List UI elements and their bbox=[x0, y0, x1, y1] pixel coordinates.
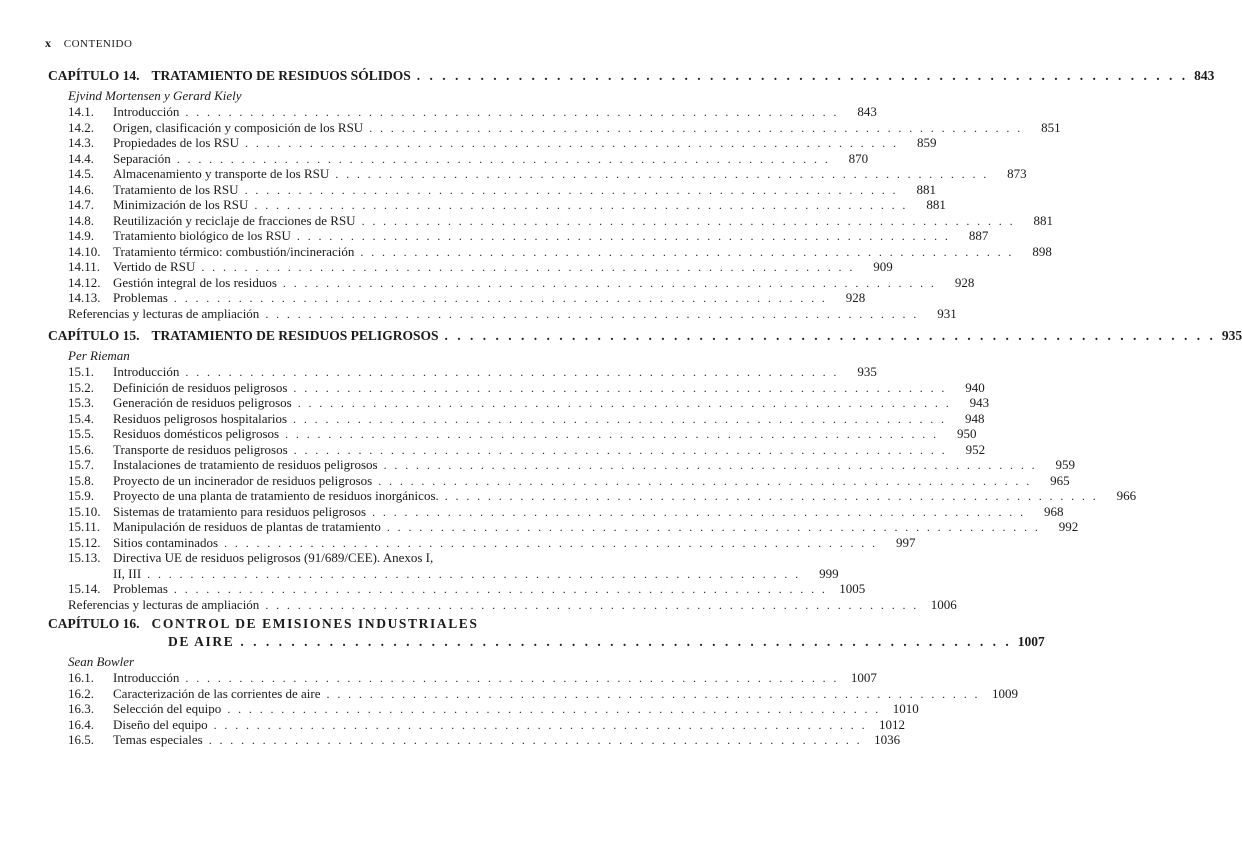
leader-dots: . . . . . . . . . . . . . . . . . . . . . . . . . . . . . . . . . . . . . . . . . . . . . . . . . . . . . . . . . . . . . bbox=[265, 597, 919, 612]
leader-dots: . . . . . . . . . . . . . . . . . . . . . . . . . . . . . . . . . . . . . . . . . . . . . . . . . . . . . . . . . . . . . bbox=[185, 365, 839, 379]
chapter-title: TRATAMIENTO DE RESIDUOS PELIGROSOS bbox=[151, 328, 439, 343]
entry-title: Vertido de RSU bbox=[113, 259, 196, 274]
entry-number: 15.11. bbox=[68, 519, 101, 534]
entry-title: Separación bbox=[113, 150, 171, 166]
leader-dots: . . . . . . . . . . . . . . . . . . . . . . . . . . . . . . . . . . . . . . . . . . . . . . . . . . . . . . . . . . . . . bbox=[208, 733, 863, 747]
entry-page: 909 bbox=[873, 259, 893, 274]
entry-number: 14.1. bbox=[68, 104, 94, 119]
entry-number: 16.1. bbox=[68, 670, 94, 685]
entry-title: Sistemas de tratamiento para residuos peligrosos bbox=[113, 503, 367, 519]
entry-number: 15.9. bbox=[68, 488, 94, 503]
toc-entry bbox=[48, 197, 946, 213]
entry-title: Manipulación de residuos de plantas de tratamiento bbox=[113, 519, 381, 534]
toc-entry bbox=[48, 259, 893, 275]
entry-page: 943 bbox=[969, 395, 990, 410]
toc-entry bbox=[48, 701, 919, 717]
leader-dots: . . . . . . . . . . . . . . . . . . . . . . . . . . . . . . . . . . . . . . . . . . . . . . . . . . . . . . . . . . . . . bbox=[293, 411, 947, 426]
toc-entry bbox=[48, 119, 1061, 136]
toc-entry bbox=[48, 565, 839, 582]
entry-page: 887 bbox=[968, 228, 989, 243]
chapter-heading bbox=[48, 68, 1215, 86]
entry-number: 16.4. bbox=[68, 716, 94, 732]
entry-list bbox=[48, 364, 1137, 597]
entry-page: 952 bbox=[965, 441, 986, 457]
leader-dots: . . . . . . . . . . . . . . . . . . . . . . . . . . . . . . . . . . . . . . . . . . . . . . . . . . . . . . . . . . . . . bbox=[378, 473, 1032, 488]
references-entry bbox=[48, 596, 957, 613]
toc-entry bbox=[48, 228, 989, 244]
toc-entry bbox=[48, 212, 1053, 229]
chapter-title: TRATAMIENTO DE RESIDUOS SÓLIDOS bbox=[151, 68, 411, 83]
toc-entry bbox=[48, 135, 937, 151]
entry-title: Propiedades de los RSU bbox=[113, 135, 240, 150]
entry-title: Sitios contaminados bbox=[113, 534, 219, 550]
leader-dots: . . . . . . . . . . . . . . . . . . . . . . . . . . . . . . . . . . . . . . . . . . . . . . . . . . . . . . . . . . . . . bbox=[383, 458, 1038, 472]
entry-title: Tratamiento térmico: combustión/incineración bbox=[113, 243, 355, 259]
entry-number: 15.2. bbox=[68, 379, 94, 395]
chapter-page: 935 bbox=[1221, 328, 1242, 343]
entry-number: 14.3. bbox=[68, 135, 94, 150]
leader-dots: . . . . . . . . . . . . . . . . . . . . . . . . . . . . . . . . . . . . . . . . . . . . . . . . . . . . . . . . . . . . . bbox=[285, 427, 939, 441]
entry-title: Introducción bbox=[113, 104, 180, 119]
entry-number: 14.2. bbox=[68, 119, 94, 135]
toc-entry bbox=[48, 534, 916, 551]
chapter-14 bbox=[48, 68, 1215, 321]
entry-number: 14.10. bbox=[68, 243, 101, 259]
chapter-number: CAPÍTULO 16. bbox=[48, 616, 140, 631]
leader-dots: . . . . . . . . . . . . . . . . . . . . . . . . . . . . . . . . . . . . . . . . . . . . . . . . . . . . . . . . . . . . . bbox=[254, 198, 908, 212]
entry-page: 935 bbox=[857, 364, 877, 379]
entry-title: Introducción bbox=[113, 670, 180, 685]
leader-dots: . . . . . . . . . . . . . . . . . . . . . . . . . . . . . . . . . . . . . . . . . . . . . . . . . . . . . . . . . . . . . bbox=[282, 275, 937, 290]
entry-number: 15.3. bbox=[68, 395, 94, 410]
entry-list bbox=[48, 670, 1018, 748]
leader-dots: . . . . . . . . . . . . . . . . . . . . . . . . . . . . . . . . . . . . . . . . . . . . . . . . . . . . . . . . . . . . . bbox=[335, 167, 989, 181]
entry-page: 1007 bbox=[850, 670, 877, 685]
toc-entry bbox=[48, 503, 1064, 520]
entry-page: 928 bbox=[954, 274, 975, 290]
entry-title: Introducción bbox=[113, 364, 180, 379]
leader-dots: . . . . . . . . . . . . . . . . . . . . . . . . . . . . . . . . . . . . . . . . . . . . . . . . . . . . . . . . . . . . . bbox=[176, 151, 831, 166]
toc-entry bbox=[48, 410, 985, 427]
entry-number: 14.4. bbox=[68, 150, 94, 166]
toc-entry bbox=[48, 243, 1052, 260]
entry-title: II, III bbox=[113, 565, 142, 581]
entry-title: Proyecto de una planta de tratamiento de residuos inorgánicos. bbox=[113, 488, 439, 503]
leader-dots: . . . . . . . . . . . . . . . . . . . . . . . . . . . . . . . . . . . . . . . . . . . . . . . . . . . . . . . . . . . . . bbox=[297, 396, 952, 410]
entry-number: 16.2. bbox=[68, 685, 94, 701]
entry-title: Minimización de los RSU bbox=[113, 197, 249, 212]
chapter-title-line2: DE AIRE bbox=[168, 634, 235, 649]
entry-page: 1009 bbox=[991, 685, 1018, 701]
chapter-title-line1: CONTROL DE EMISIONES INDUSTRIALES bbox=[151, 616, 479, 631]
leader-dots: . . . . . . . . . . . . . . . . . . . . . . . . . . . . . . . . . . . . . . . . . . . . . . . . . . . . . . . . . . . . . bbox=[265, 306, 919, 321]
entry-page: 965 bbox=[1050, 472, 1070, 488]
running-header bbox=[45, 36, 132, 51]
toc-entry bbox=[48, 426, 977, 442]
entry-page: 992 bbox=[1058, 519, 1079, 534]
chapter-15 bbox=[48, 328, 1242, 612]
entry-page: 950 bbox=[957, 426, 977, 441]
chapter-page: 1007 bbox=[1017, 634, 1045, 649]
leader-dots: . . . . . . . . . . . . . . . . . . . . . . . . . . . . . . . . . . . . . . . . . . . . . . . . . . . . . . . . . . . . . bbox=[224, 535, 878, 550]
leader-dots: . . . . . . . . . . . . . . . . . . . . . . . . . . . . . . . . . . . . . . . . . . . . . . . . . . . . . . . . . . . . . bbox=[147, 566, 801, 581]
chapter-author: Per Rieman bbox=[68, 348, 130, 363]
entry-page: 1012 bbox=[879, 716, 905, 732]
toc-entry bbox=[48, 685, 1018, 702]
entry-page: 968 bbox=[1044, 503, 1064, 519]
entry-page: 1005 bbox=[839, 581, 866, 596]
entry-page: 966 bbox=[1116, 488, 1137, 503]
leader-dots: . . . . . . . . . . . . . . . . . . . . . . . . . . . . . . . . . . . . . . . . . . . . . . . . . . . . . . . . . . . . . bbox=[185, 671, 839, 685]
entry-page: 959 bbox=[1055, 457, 1076, 472]
entry-number: 15.1. bbox=[68, 364, 94, 379]
toc-entry bbox=[48, 550, 544, 566]
leader-dots: . . . . . . . . . . . . . . . . . . . . . . . . . . . . . . . . . . . . . . . . . . . . . . . . . . . . . . . . . . . . . bbox=[173, 582, 828, 596]
entry-page: 1006 bbox=[930, 596, 957, 612]
entry-number: 15.7. bbox=[68, 457, 94, 472]
toc-entry bbox=[48, 488, 1137, 504]
chapter-author: Sean Bowler bbox=[68, 654, 135, 669]
toc-entry bbox=[48, 581, 866, 597]
leader-dots: . . . . . . . . . . . . . . . . . . . . . . . . . . . . . . . . . . . . . . . . . . . . . . . . . . . . . . . . . . . . . bbox=[293, 380, 947, 395]
entry-number: 15.8. bbox=[68, 472, 94, 488]
entry-number: 16.5. bbox=[68, 732, 94, 747]
leader-dots: . . . . . . . . . . . . . . . . . . . . . . . . . . . . . . . . . . . . . . . . . . . . . . . . . . . . . . . . . . . . . bbox=[361, 213, 1015, 228]
leader-dots: . . . . . . . . . . . . . . . . . . . . . . . . . . . . . . . . . . . . . . . . . . . . . . . . . . . . . . . . . . . . . bbox=[201, 260, 855, 274]
entry-title: Proyecto de un incinerador de residuos peligrosos bbox=[113, 472, 373, 488]
leader-dots: . . . . . . . . . . . . . . . . . . . . . . . . . . . . . . . . . . . . . . . . . . . . . . . . . . . . . . . . . . . . . bbox=[444, 489, 1099, 503]
entry-title: Definición de residuos peligrosos bbox=[113, 379, 288, 395]
toc-entry bbox=[48, 274, 975, 291]
entry-number: 15.10. bbox=[68, 503, 101, 519]
references-entry bbox=[48, 305, 957, 322]
chapter-number: CAPÍTULO 15. bbox=[48, 328, 140, 343]
entry-number: 14.13. bbox=[68, 290, 101, 305]
entry-number: 14.6. bbox=[68, 181, 94, 197]
toc-entry bbox=[48, 104, 877, 120]
leader-dots: . . . . . . . . . . . . . . . . . . . . . . . . . . . . . . . . . . . . . . . . . . . . . . . . . . . . . . . . . . . . . bbox=[293, 442, 948, 457]
chapter-heading bbox=[48, 328, 1242, 346]
toc-entry bbox=[48, 290, 866, 306]
entry-page: 870 bbox=[848, 150, 869, 166]
entry-title: Caracterización de las corrientes de aire bbox=[113, 685, 321, 701]
entry-page: 928 bbox=[845, 290, 866, 305]
entry-number: 15.13. bbox=[68, 550, 101, 565]
chapter-author: Ejvind Mortensen y Gerard Kiely bbox=[68, 88, 242, 103]
leader-dots: . . . . . . . . . . . . . . . . . . . . . . . . . . . . . . . . . . . . . . . . . . . . . . . . . . . . . . . . . . . . . bbox=[296, 229, 951, 243]
entry-number: 14.8. bbox=[68, 212, 94, 228]
toc-entry bbox=[48, 472, 1070, 489]
entry-title: Tratamiento biológico de los RSU bbox=[113, 228, 291, 243]
entry-page: 881 bbox=[926, 197, 946, 212]
toc-entry bbox=[48, 441, 986, 458]
toc-entry bbox=[48, 181, 936, 198]
chapter-heading bbox=[48, 616, 1045, 652]
toc-entry bbox=[48, 166, 1027, 182]
toc-entry bbox=[48, 457, 1076, 473]
entry-title: Referencias y lecturas de ampliación bbox=[68, 305, 260, 321]
entry-number: 15.12. bbox=[68, 534, 101, 550]
entry-number: 15.5. bbox=[68, 426, 94, 441]
leader-dots: . . . . . . . . . . . . . . . . . . . . . . . . . . . . . . . . . . . . . . . . . . . . . . . . . . . . . . . . . . . . . bbox=[416, 68, 1189, 83]
entry-page: 881 bbox=[916, 181, 936, 197]
entry-page: 851 bbox=[1041, 119, 1061, 135]
leader-dots: . . . . . . . . . . . . . . . . . . . . . . . . . . . . . . . . . . . . . . . . . . . . . . . . . . . . . . . . . . . . . bbox=[444, 328, 1216, 343]
entry-page: 881 bbox=[1033, 212, 1053, 228]
chapter-number: CAPÍTULO 14. bbox=[48, 68, 140, 83]
toc-entry bbox=[48, 150, 869, 167]
leader-dots: . . . . . . . . . . . . . . . . . . . . . . . . . . . . . . . . . . . . . . . . . . . . . . . . . . . . . . . . . . . . . bbox=[227, 702, 881, 716]
leader-dots: . . . . . . . . . . . . . . . . . . . . . . . . . . . . . . . . . . . . . . . . . . . . . . . . . . . . . . . . . . . . . bbox=[213, 717, 867, 732]
entry-title: Temas especiales bbox=[113, 732, 203, 747]
toc-entry bbox=[48, 670, 877, 686]
toc-entry bbox=[48, 519, 1079, 535]
leader-dots: . . . . . . . . . . . . . . . . . . . . . . . . . . . . . . . . . . . . . . . . . . . . . . . . . . . . . . . . . . . . . bbox=[240, 634, 1012, 649]
entry-number: 15.6. bbox=[68, 441, 94, 457]
entry-number: 14.9. bbox=[68, 228, 94, 243]
toc-entry bbox=[48, 732, 901, 748]
entry-number: 14.11. bbox=[68, 259, 101, 274]
leader-dots: . . . . . . . . . . . . . . . . . . . . . . . . . . . . . . . . . . . . . . . . . . . . . . . . . . . . . . . . . . . . . bbox=[360, 244, 1014, 259]
entry-title: Residuos peligrosos hospitalarios bbox=[113, 410, 288, 426]
entry-number: 16.3. bbox=[68, 701, 94, 716]
section-title: CONTENIDO bbox=[63, 38, 133, 50]
entry-title: Diseño del equipo bbox=[113, 716, 208, 732]
chapter-16 bbox=[48, 616, 1045, 748]
entry-page: 1010 bbox=[892, 701, 919, 716]
entry-title: Transporte de residuos peligrosos bbox=[113, 441, 288, 457]
toc-entry bbox=[48, 395, 990, 411]
leader-dots: . . . . . . . . . . . . . . . . . . . . . . . . . . . . . . . . . . . . . . . . . . . . . . . . . . . . . . . . . . . . . bbox=[173, 291, 828, 305]
entry-title: Referencias y lecturas de ampliación bbox=[68, 596, 260, 612]
entry-page: 1036 bbox=[874, 732, 901, 747]
entry-page: 898 bbox=[1032, 243, 1052, 259]
entry-title: Residuos domésticos peligrosos bbox=[113, 426, 280, 441]
page-folio: x bbox=[45, 36, 52, 50]
toc-entry bbox=[48, 716, 905, 733]
toc-entry bbox=[48, 379, 985, 396]
toc-entry bbox=[48, 364, 877, 380]
entry-number: 14.7. bbox=[68, 197, 94, 212]
entry-title: Directiva UE de residuos peligrosos (91/689/CEE). Anexos I, bbox=[113, 550, 434, 565]
entry-page: 948 bbox=[964, 410, 985, 426]
entry-page: 843 bbox=[857, 104, 877, 119]
entry-number: 14.12. bbox=[68, 274, 101, 290]
entry-title: Almacenamiento y transporte de los RSU bbox=[113, 166, 330, 181]
chapter-page: 843 bbox=[1194, 68, 1215, 83]
entry-list bbox=[48, 104, 1061, 306]
entry-title: Instalaciones de tratamiento de residuos peligrosos bbox=[113, 457, 378, 472]
entry-page: 997 bbox=[896, 534, 916, 550]
entry-title: Gestión integral de los residuos bbox=[113, 274, 277, 290]
leader-dots: . . . . . . . . . . . . . . . . . . . . . . . . . . . . . . . . . . . . . . . . . . . . . . . . . . . . . . . . . . . . . bbox=[244, 182, 898, 197]
entry-title: Problemas bbox=[113, 581, 168, 596]
entry-number: 15.14. bbox=[68, 581, 101, 596]
entry-title: Tratamiento de los RSU bbox=[113, 181, 239, 197]
entry-number: 14.5. bbox=[68, 166, 94, 181]
entry-page: 999 bbox=[819, 565, 839, 581]
entry-page: 859 bbox=[916, 135, 937, 150]
leader-dots: . . . . . . . . . . . . . . . . . . . . . . . . . . . . . . . . . . . . . . . . . . . . . . . . . . . . . . . . . . . . . bbox=[372, 504, 1026, 519]
entry-title: Problemas bbox=[113, 290, 168, 305]
leader-dots: . . . . . . . . . . . . . . . . . . . . . . . . . . . . . . . . . . . . . . . . . . . . . . . . . . . . . . . . . . . . . bbox=[369, 120, 1023, 135]
leader-dots: . . . . . . . . . . . . . . . . . . . . . . . . . . . . . . . . . . . . . . . . . . . . . . . . . . . . . . . . . . . . . bbox=[245, 136, 899, 150]
entry-page: 931 bbox=[937, 305, 957, 321]
entry-page: 873 bbox=[1007, 166, 1027, 181]
entry-title: Selección del equipo bbox=[113, 701, 222, 716]
entry-page: 940 bbox=[965, 379, 985, 395]
leader-dots: . . . . . . . . . . . . . . . . . . . . . . . . . . . . . . . . . . . . . . . . . . . . . . . . . . . . . . . . . . . . . bbox=[386, 520, 1041, 534]
entry-title: Origen, clasificación y composición de los RSU bbox=[113, 119, 364, 135]
entry-number: 15.4. bbox=[68, 410, 94, 426]
leader-dots: . . . . . . . . . . . . . . . . . . . . . . . . . . . . . . . . . . . . . . . . . . . . . . . . . . . . . . . . . . . . . bbox=[185, 105, 839, 119]
entry-title: Generación de residuos peligrosos bbox=[113, 395, 292, 410]
leader-dots: . . . . . . . . . . . . . . . . . . . . . . . . . . . . . . . . . . . . . . . . . . . . . . . . . . . . . . . . . . . . . bbox=[326, 686, 980, 701]
entry-title: Reutilización y reciclaje de fracciones de RSU bbox=[113, 212, 356, 228]
